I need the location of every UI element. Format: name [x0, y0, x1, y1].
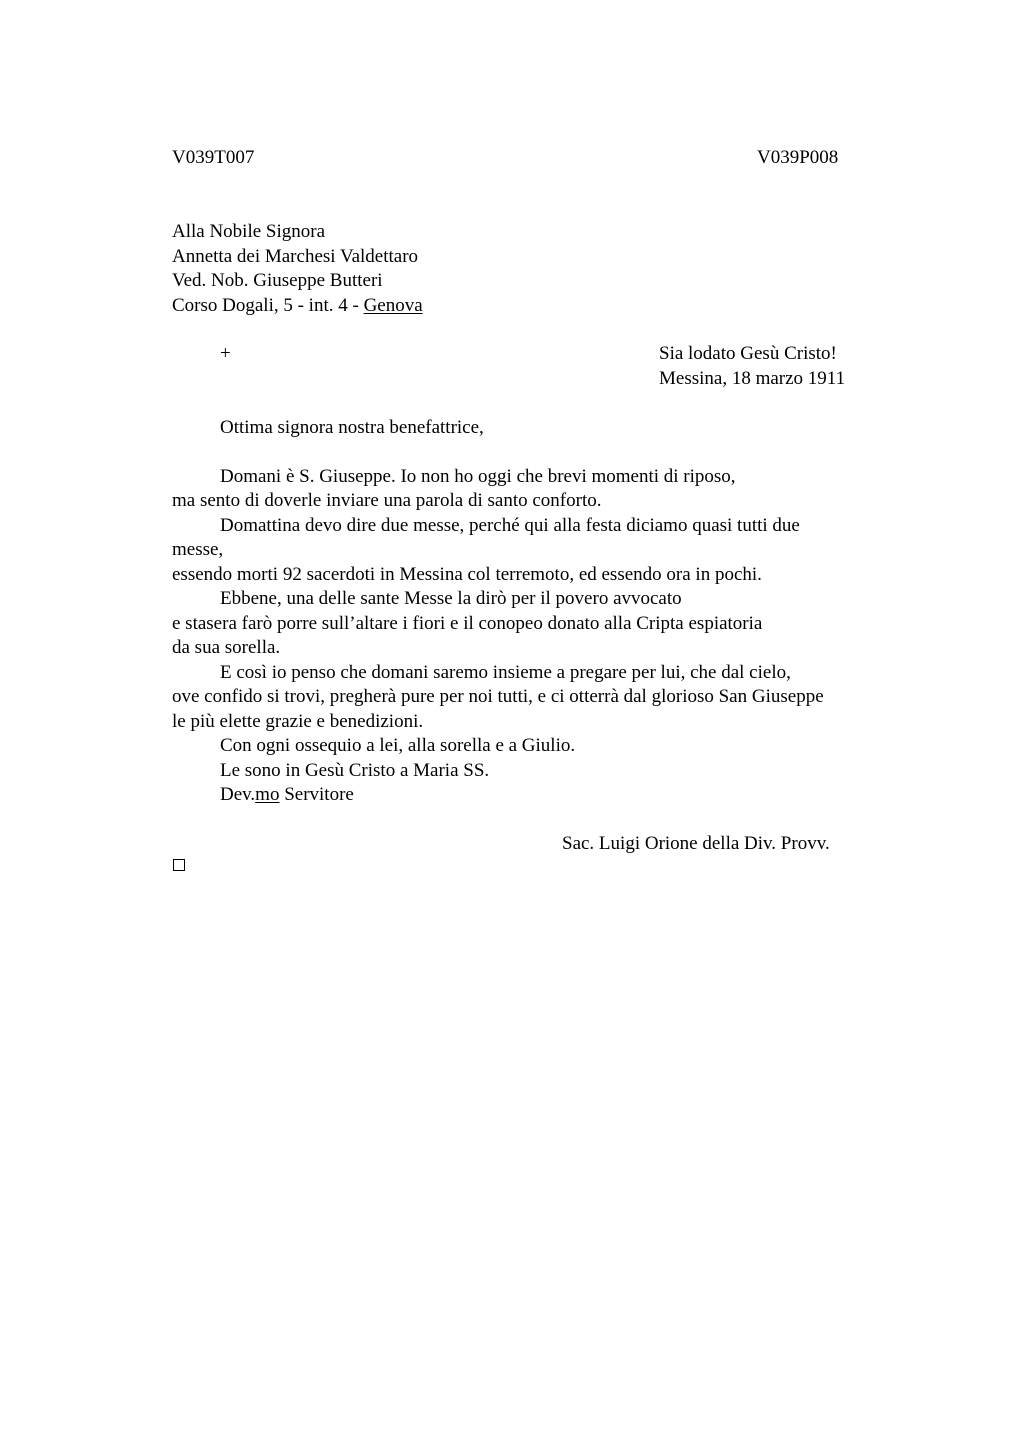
closing-suffix: Servitore [279, 784, 354, 805]
body-line: Ebbene, una delle sante Messe la dirò per il povero avvocato [220, 588, 682, 609]
document-code-right: V039P008 [757, 147, 839, 168]
body-line: e stasera farò porre sull’altare i fiori e il conopeo donato alla Cripta espiatoria [172, 612, 763, 634]
body-line: ove confido si trovi, pregherà pure per noi tutti, e ci otterrà dal glorioso San Giuseppe [172, 686, 824, 707]
place-date: Messina, 18 marzo 1911 [659, 367, 846, 389]
address-line-2: Annetta dei Marchesi Valdettaro [172, 245, 419, 267]
address-street: Corso Dogali, 5 - int. 4 - [172, 294, 364, 316]
square-box-icon [173, 859, 185, 871]
body-line: Con ogni ossequio a lei, alla sorella e a Giulio. [220, 735, 576, 756]
body-line: Le sono in Gesù Cristo a Maria SS. [220, 759, 490, 781]
cross-symbol: + [220, 343, 231, 364]
address-line-4 [172, 294, 423, 319]
address-line-1: Alla Nobile Signora [172, 221, 326, 242]
body-line: ma sento di doverle inviare una parola di santo conforto. [172, 490, 602, 511]
closing-abbreviation: mo [255, 784, 280, 805]
salutation: Ottima signora nostra benefattrice, [220, 416, 484, 438]
closing [220, 783, 354, 808]
body-line: messe, [172, 539, 224, 560]
body-line: E così io penso che domani saremo insieme a pregare per lui, che dal cielo, [220, 661, 791, 683]
body-line: Domani è S. Giuseppe. Io non ho oggi che brevi momenti di riposo, [220, 465, 736, 487]
address-city: Genova [363, 294, 423, 316]
body-line: le più elette grazie e benedizioni. [172, 710, 424, 732]
greeting: Sia lodato Gesù Cristo! [659, 343, 837, 364]
closing-prefix: Dev. [220, 784, 256, 805]
address-line-3: Ved. Nob. Giuseppe Butteri [172, 270, 383, 291]
signature: Sac. Luigi Orione della Div. Provv. [562, 833, 830, 854]
document-code-left: V039T007 [172, 147, 255, 168]
body-line: essendo morti 92 sacerdoti in Messina col terremoto, ed essendo ora in pochi. [172, 563, 762, 585]
body-line: da sua sorella. [172, 637, 281, 658]
body-line: Domattina devo dire due messe, perché qui alla festa diciamo quasi tutti due [220, 514, 800, 536]
